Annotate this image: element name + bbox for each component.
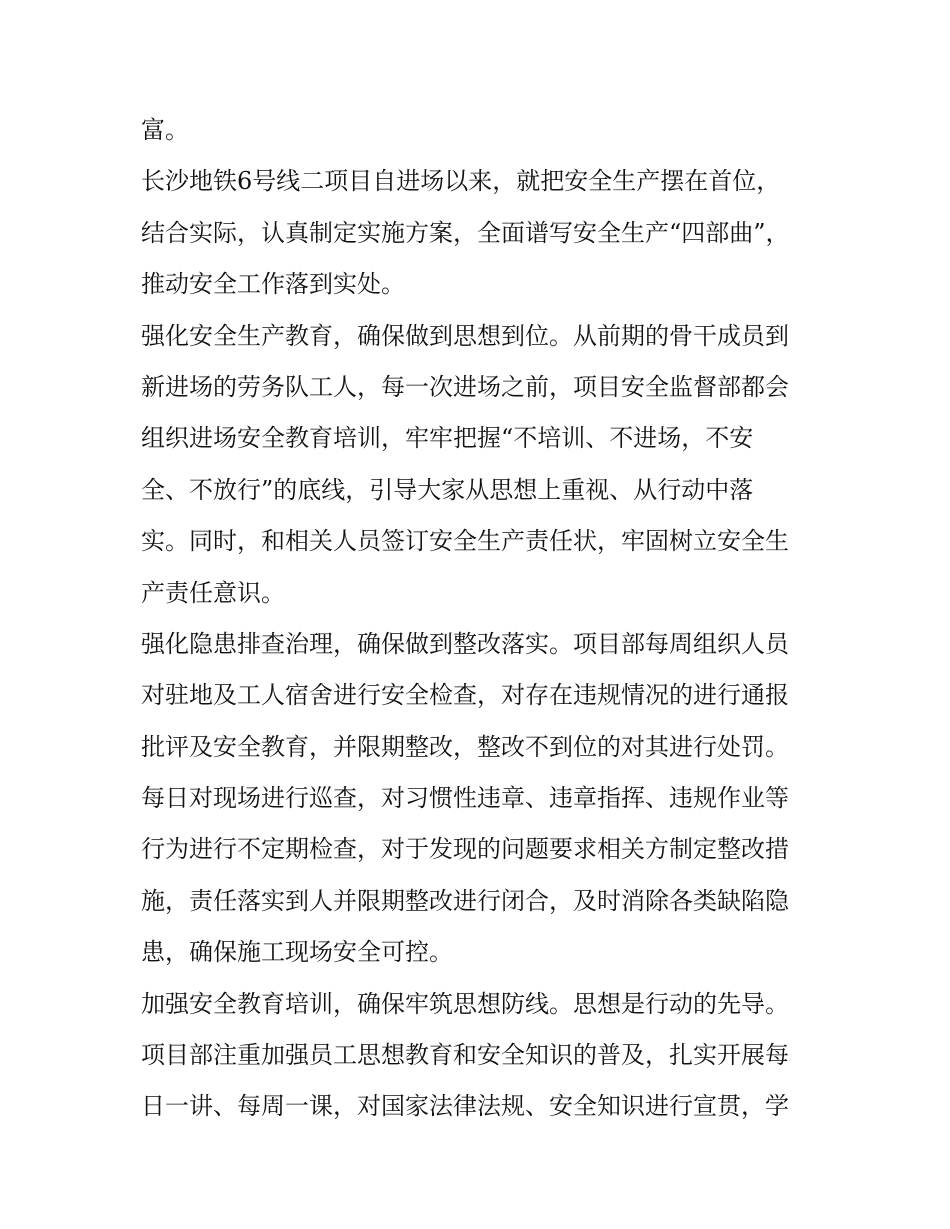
text-line: 施，责任落实到人并限期整改进行闭合，及时消除各类缺陷隐	[141, 886, 789, 915]
text-line: 实。同时，和相关人员签订安全生产责任状，牢固树立安全生	[141, 527, 789, 556]
text-line: 长沙地铁6号线二项目自进场以来，就把安全生产摆在首位，	[141, 167, 781, 196]
text-line: 全、不放行”的底线，引导大家从思想上重视、从行动中落	[141, 475, 754, 504]
text-line: 行为进行不定期检查，对于发现的问题要求相关方制定整改措	[141, 835, 789, 864]
text-line: 推动安全工作落到实处。	[141, 270, 405, 299]
text-line: 新进场的劳务队工人，每一次进场之前，项目安全监督部都会	[141, 372, 789, 401]
text-line: 项目部注重加强员工思想教育和安全知识的普及，扎实开展每	[141, 1041, 789, 1070]
text-line: 富。	[141, 116, 189, 144]
text-line: 每日对现场进行巡查，对习惯性违章、违章指挥、违规作业等	[141, 784, 789, 813]
text-line: 对驻地及工人宿舍进行安全检查，对存在违规情况的进行通报	[141, 681, 789, 710]
text-line: 批评及安全教育，并限期整改，整改不到位的对其进行处罚。	[141, 732, 789, 761]
text-line: 患，确保施工现场安全可控。	[141, 938, 453, 967]
text-line: 强化安全生产教育，确保做到思想到位。从前期的骨干成员到	[141, 321, 789, 350]
text-line: 产责任意识。	[141, 578, 285, 607]
text-line: 结合实际，认真制定实施方案，全面谱写安全生产“四部曲”，	[141, 218, 790, 247]
text-line: 日一讲、每周一课，对国家法律法规、安全知识进行宣贯，学	[141, 1092, 789, 1121]
body-text	[141, 105, 831, 1133]
text-line: 组织进场安全教育培训，牢牢把握“不培训、不进场，不安	[141, 424, 754, 453]
text-line: 强化隐患排查治理，确保做到整改落实。项目部每周组织人员	[141, 629, 789, 658]
text-line: 加强安全教育培训，确保牢筑思想防线。思想是行动的先导。	[141, 989, 789, 1018]
